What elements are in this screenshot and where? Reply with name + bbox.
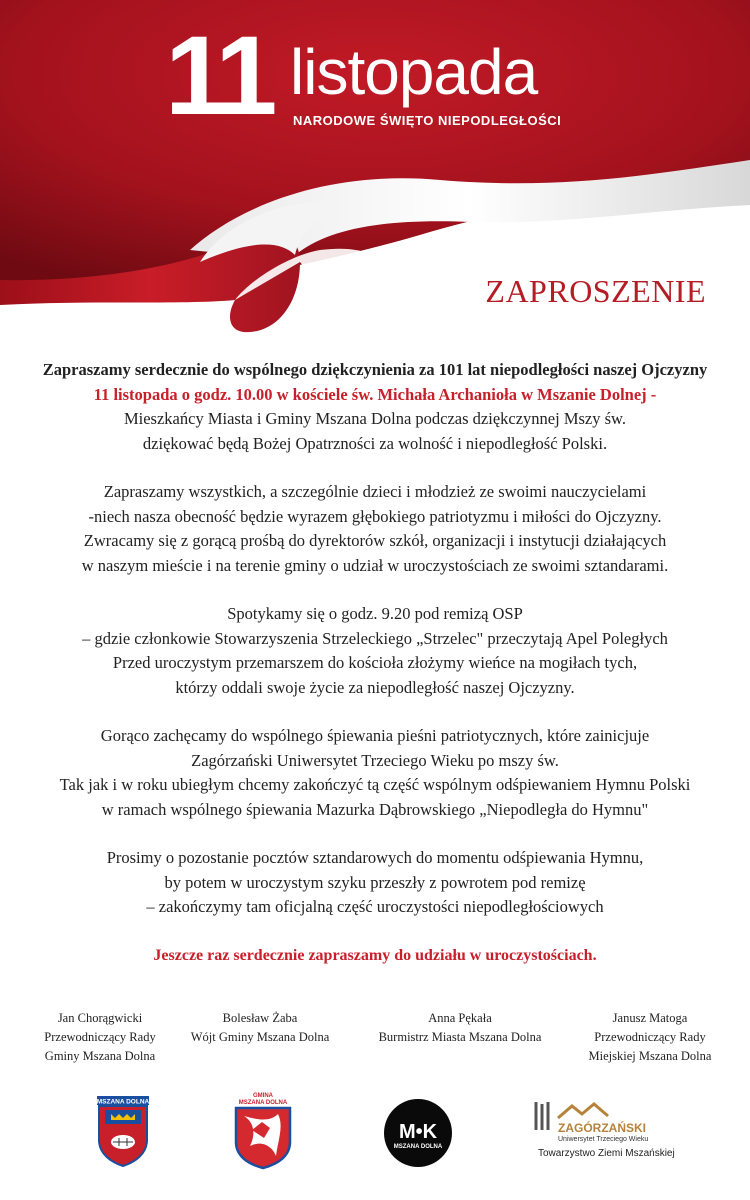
signature-role: Gminy Mszana Dolna [44,1049,156,1063]
invitation-heading: ZAPROSZENIE [485,273,706,309]
title-subtitle: NARODOWE ŚWIĘTO NIEPODLEGŁOŚCI [293,113,562,128]
mok-label: M•K [398,1121,438,1143]
logos-row [0,1090,750,1170]
gmina-crest-label: MSZANA DOLNA [238,1100,288,1106]
text-line: – zakończymy tam oficjalną część uroczystości niepodległościowych [146,897,604,916]
text-line: Zapraszamy wszystkich, a szczególnie dzieci i młodzież ze swoimi nauczycielami [103,482,647,501]
paragraph-2 [0,480,750,578]
closing-line: Jeszcze raz serdecznie zapraszamy do udziału w uroczystościach. [153,946,597,964]
text-line: Mieszkańcy Miasta i Gminy Mszana Dolna podczas dziękczynnej Mszy św. [123,409,627,428]
society-name: Towarzystwo Ziemi Mszańskiej [538,1148,675,1159]
signature-name: Janusz Matoga [612,1011,688,1025]
signature-burmistrz [370,1009,550,1047]
title-day: 11 [165,13,272,138]
text-line: Spotykamy się o godz. 9.20 pod remizą OSP [227,604,523,623]
text-line: w naszym mieście i na terenie gminy o udział w uroczystościach ze swoimi sztandarami. [81,555,669,575]
gmina-crest-logo [232,1090,294,1170]
text-line: w ramach wspólnego śpiewania Mazurka Dąbrowskiego „Niepodległa do Hymnu" [101,799,649,819]
paragraph-4 [0,724,750,822]
town-crest-label: MSZANA DOLNA [96,1098,150,1106]
signature-role: Przewodniczący Rady [594,1030,706,1044]
signatures [0,1009,750,1069]
signature-name: Jan Chorągwicki [57,1011,143,1025]
mok-sub-label: MSZANA DOLNA [393,1144,443,1150]
title-month: listopada [290,36,538,108]
text-line: Zwracamy się z gorącą prośbą do dyrektorów szkół, organizacji i instytucji działających [83,531,667,550]
text-line: Tak jak i w roku ubiegłym chcemy zakończyć tą część wspólnym odśpiewaniem Hymnu Polski [59,775,691,794]
signature-chair-gmina [30,1009,170,1066]
text-line: Prosimy o pozostanie pocztów sztandarowych do momentu odśpiewania Hymnu, [106,848,644,867]
paragraph-5 [0,846,750,920]
signature-role: Burmistrz Miasta Mszana Dolna [378,1030,542,1044]
text-line: – gdzie członkowie Stowarzyszenia Strzeleckiego „Strzelec" przeczytają Apel Poległych [82,628,668,648]
text-line: Gorąco zachęcamy do wspólnego śpiewania pieśni patriotycznych, które zainicjuje [100,726,650,745]
text-line: by potem w uroczystym szyku przeszły z powrotem pod remizę [164,872,586,892]
signature-role: Wójt Gminy Mszana Dolna [190,1030,330,1044]
text-line: którzy oddali swoje życie za niepodległość naszej Ojczyzny. [175,677,575,697]
zagorzanski-name: ZAGÓRZAŃSKI [558,1121,646,1135]
gmina-crest-label: GMINA [253,1093,273,1099]
date-location-line: 11 listopada o godz. 10.00 w kościele św. Michała Archanioła w Mszanie Dolnej - [93,384,657,404]
signature-name: Anna Pękała [428,1011,492,1025]
text-line: -niech nasza obecność będzie wyrazem głębokiego patriotyzmu i miłości do Ojczyzny. [88,506,662,526]
signature-name: Bolesław Żaba [222,1011,298,1025]
signature-wojt [180,1009,340,1047]
zagorzanski-logo [530,1100,680,1165]
signature-chair-miasto [570,1009,730,1066]
mok-logo [383,1098,453,1168]
signature-role: Przewodniczący Rady [44,1030,156,1044]
header-banner [0,0,750,345]
intro-line: Zapraszamy serdecznie do wspólnego dziękczynienia za 101 lat niepodległości naszej Ojczyzny [42,360,708,379]
paragraph-3 [0,602,750,700]
text-line: Przed uroczystym przemarszem do kościoła złożymy wieńce na mogiłach tych, [112,653,638,672]
text-line: dziękować będą Bożej Opatrzności za wolność i niepodległość Polski. [142,433,608,453]
text-line: Zagórzański Uniwersytet Trzeciego Wieku po mszy św. [191,750,559,770]
zagorzanski-subtitle: Uniwersytet Trzeciego Wieku [558,1136,649,1143]
town-crest-logo [95,1090,151,1168]
invitation-body [0,358,750,992]
paragraph-1 [0,358,750,456]
signature-role: Miejskiej Mszana Dolna [588,1049,712,1063]
